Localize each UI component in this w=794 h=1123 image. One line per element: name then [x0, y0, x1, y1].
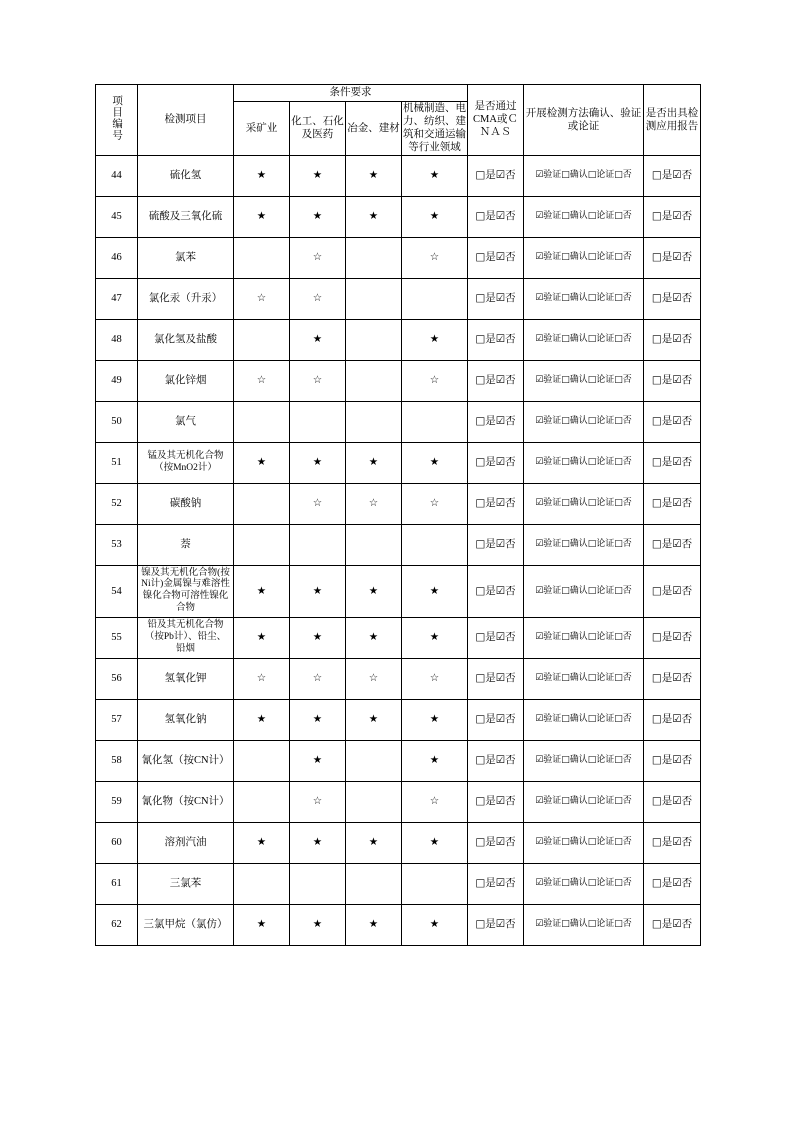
row-cond-machinery: ☆ [402, 659, 468, 700]
row-cond-metallurgy [346, 360, 402, 401]
row-cond-metallurgy [346, 237, 402, 278]
row-project-no: 54 [96, 565, 138, 618]
row-report-options[interactable]: □是☑否 [644, 659, 701, 700]
row-cma-options[interactable]: □是☑否 [468, 442, 524, 483]
row-report-options[interactable]: □是☑否 [644, 155, 701, 196]
row-cma-options[interactable]: □是☑否 [468, 864, 524, 905]
row-cond-machinery [402, 524, 468, 565]
header-condition-requirement: 条件要求 [234, 85, 468, 102]
row-cond-chemical [290, 524, 346, 565]
row-cond-metallurgy [346, 782, 402, 823]
row-report-options[interactable]: □是☑否 [644, 319, 701, 360]
row-cma-options[interactable]: □是☑否 [468, 237, 524, 278]
row-cond-mining [234, 401, 290, 442]
row-project-no: 46 [96, 237, 138, 278]
row-cma-options[interactable]: □是☑否 [468, 524, 524, 565]
row-project-no: 57 [96, 700, 138, 741]
table-row [96, 659, 701, 700]
table-row [96, 565, 701, 618]
header-method-validation: 开展检测方法确认、验证或论证 [524, 85, 644, 156]
row-cma-options[interactable]: □是☑否 [468, 360, 524, 401]
row-cond-chemical: ★ [290, 905, 346, 946]
row-cma-options[interactable]: □是☑否 [468, 401, 524, 442]
row-project-no: 51 [96, 442, 138, 483]
row-cond-machinery: ★ [402, 741, 468, 782]
row-cond-machinery: ★ [402, 700, 468, 741]
row-item-name: 萘 [138, 524, 234, 565]
row-cond-machinery: ☆ [402, 782, 468, 823]
row-cond-metallurgy [346, 278, 402, 319]
row-cma-options[interactable]: □是☑否 [468, 782, 524, 823]
table-row [96, 905, 701, 946]
row-cond-metallurgy [346, 401, 402, 442]
row-cond-metallurgy: ☆ [346, 659, 402, 700]
row-cond-machinery: ★ [402, 905, 468, 946]
row-cond-mining [234, 741, 290, 782]
row-method-options[interactable]: ☑验证□确认□论证□否 [524, 442, 644, 483]
row-cond-metallurgy [346, 524, 402, 565]
row-cond-machinery [402, 278, 468, 319]
row-cma-options[interactable]: □是☑否 [468, 565, 524, 618]
row-method-options[interactable]: ☑验证□确认□论证□否 [524, 524, 644, 565]
row-cma-options[interactable]: □是☑否 [468, 196, 524, 237]
row-report-options[interactable]: □是☑否 [644, 864, 701, 905]
row-cond-chemical: ★ [290, 741, 346, 782]
row-method-options[interactable]: ☑验证□确认□论证□否 [524, 741, 644, 782]
row-method-options[interactable]: ☑验证□确认□论证□否 [524, 483, 644, 524]
row-cma-options[interactable]: □是☑否 [468, 618, 524, 659]
row-item-name: 氯气 [138, 401, 234, 442]
row-cond-mining [234, 782, 290, 823]
row-cond-chemical: ★ [290, 442, 346, 483]
table-row [96, 700, 701, 741]
row-cond-metallurgy: ★ [346, 565, 402, 618]
row-cond-mining: ★ [234, 905, 290, 946]
table-row [96, 237, 701, 278]
row-cond-metallurgy: ★ [346, 823, 402, 864]
row-report-options[interactable]: □是☑否 [644, 565, 701, 618]
row-cond-machinery [402, 401, 468, 442]
header-detection-item: 检测项目 [138, 85, 234, 156]
row-cond-chemical: ★ [290, 319, 346, 360]
row-cond-mining: ★ [234, 823, 290, 864]
row-cond-machinery: ★ [402, 618, 468, 659]
row-cond-machinery: ☆ [402, 237, 468, 278]
row-cond-chemical: ★ [290, 700, 346, 741]
row-cond-metallurgy: ★ [346, 618, 402, 659]
table-row [96, 319, 701, 360]
row-cond-machinery: ☆ [402, 483, 468, 524]
header-row-1 [96, 85, 701, 102]
header-cond-metallurgy: 冶金、建材 [346, 102, 402, 156]
table-row [96, 483, 701, 524]
row-cond-mining: ☆ [234, 360, 290, 401]
row-project-no: 59 [96, 782, 138, 823]
header-cond-mining: 采矿业 [234, 102, 290, 156]
row-cond-mining [234, 524, 290, 565]
table-row [96, 155, 701, 196]
row-cond-machinery: ★ [402, 565, 468, 618]
row-report-options[interactable]: □是☑否 [644, 278, 701, 319]
row-item-name: 氢氧化钾 [138, 659, 234, 700]
row-item-name: 氢氧化钠 [138, 700, 234, 741]
row-project-no: 45 [96, 196, 138, 237]
row-project-no: 48 [96, 319, 138, 360]
row-cond-mining: ★ [234, 700, 290, 741]
header-project-no: 项目编号 [96, 85, 138, 156]
row-cond-metallurgy: ★ [346, 905, 402, 946]
row-project-no: 52 [96, 483, 138, 524]
row-cond-machinery: ★ [402, 442, 468, 483]
row-item-name: 氯化汞（升汞） [138, 278, 234, 319]
row-report-options[interactable]: □是☑否 [644, 782, 701, 823]
table-body [96, 155, 701, 946]
row-project-no: 61 [96, 864, 138, 905]
row-cond-metallurgy: ☆ [346, 483, 402, 524]
table-row [96, 360, 701, 401]
row-cond-metallurgy: ★ [346, 155, 402, 196]
row-cond-mining: ★ [234, 618, 290, 659]
row-cond-chemical: ★ [290, 565, 346, 618]
row-report-options[interactable]: □是☑否 [644, 905, 701, 946]
row-cond-mining [234, 319, 290, 360]
row-cma-options[interactable]: □是☑否 [468, 905, 524, 946]
row-item-name: 铅及其无机化合物（按Pb计）、铅尘、铅烟 [138, 618, 234, 659]
row-cma-options[interactable]: □是☑否 [468, 483, 524, 524]
row-report-options[interactable]: □是☑否 [644, 483, 701, 524]
table-row [96, 823, 701, 864]
row-method-options[interactable]: ☑验证□确认□论证□否 [524, 319, 644, 360]
row-item-name: 硫酸及三氧化硫 [138, 196, 234, 237]
row-method-options[interactable]: ☑验证□确认□论证□否 [524, 782, 644, 823]
row-method-options[interactable]: ☑验证□确认□论证□否 [524, 618, 644, 659]
row-cond-metallurgy: ★ [346, 700, 402, 741]
row-item-name: 氯化氢及盐酸 [138, 319, 234, 360]
row-report-options[interactable]: □是☑否 [644, 196, 701, 237]
row-cond-chemical: ☆ [290, 237, 346, 278]
row-item-name: 碳酸钠 [138, 483, 234, 524]
table-row [96, 196, 701, 237]
row-item-name: 氯苯 [138, 237, 234, 278]
row-project-no: 50 [96, 401, 138, 442]
row-cond-chemical: ☆ [290, 278, 346, 319]
row-cond-machinery: ★ [402, 155, 468, 196]
row-cond-mining [234, 483, 290, 524]
detection-items-table [95, 84, 701, 946]
table-row [96, 524, 701, 565]
row-report-options[interactable]: □是☑否 [644, 442, 701, 483]
row-project-no: 47 [96, 278, 138, 319]
table-row [96, 278, 701, 319]
row-cond-machinery: ☆ [402, 360, 468, 401]
row-method-options[interactable]: ☑验证□确认□论证□否 [524, 360, 644, 401]
row-cond-mining: ☆ [234, 278, 290, 319]
row-cond-mining [234, 864, 290, 905]
row-cond-chemical: ★ [290, 823, 346, 864]
row-cond-mining: ★ [234, 196, 290, 237]
row-cond-mining: ☆ [234, 659, 290, 700]
row-project-no: 49 [96, 360, 138, 401]
row-item-name: 镍及其无机化合物(按Ni计)金属镍与难溶性镍化合物可溶性镍化合物 [138, 565, 234, 618]
row-item-name: 三氯苯 [138, 864, 234, 905]
row-report-options[interactable]: □是☑否 [644, 360, 701, 401]
row-report-options[interactable]: □是☑否 [644, 237, 701, 278]
row-cond-metallurgy [346, 741, 402, 782]
row-cond-chemical [290, 401, 346, 442]
row-project-no: 53 [96, 524, 138, 565]
row-item-name: 氰化物（按CN计） [138, 782, 234, 823]
row-method-options[interactable]: ☑验证□确认□论证□否 [524, 196, 644, 237]
table-row [96, 864, 701, 905]
table-row [96, 782, 701, 823]
table-row [96, 442, 701, 483]
row-project-no: 58 [96, 741, 138, 782]
row-cond-chemical: ★ [290, 618, 346, 659]
table-row [96, 401, 701, 442]
row-method-options[interactable]: ☑验证□确认□论证□否 [524, 823, 644, 864]
row-cond-mining [234, 237, 290, 278]
row-method-options[interactable]: ☑验证□确认□论证□否 [524, 700, 644, 741]
row-report-options[interactable]: □是☑否 [644, 618, 701, 659]
row-method-options[interactable]: ☑验证□确认□论证□否 [524, 237, 644, 278]
header-report-issued: 是否出具检测应用报告 [644, 85, 701, 156]
row-report-options[interactable]: □是☑否 [644, 700, 701, 741]
row-cond-machinery [402, 864, 468, 905]
row-item-name: 硫化氢 [138, 155, 234, 196]
table-row [96, 618, 701, 659]
row-report-options[interactable]: □是☑否 [644, 524, 701, 565]
row-item-name: 三氯甲烷（氯仿） [138, 905, 234, 946]
row-method-options[interactable]: ☑验证□确认□论证□否 [524, 278, 644, 319]
row-cond-chemical: ☆ [290, 360, 346, 401]
row-method-options[interactable]: ☑验证□确认□论证□否 [524, 864, 644, 905]
row-method-options[interactable]: ☑验证□确认□论证□否 [524, 155, 644, 196]
table-row [96, 741, 701, 782]
row-method-options[interactable]: ☑验证□确认□论证□否 [524, 401, 644, 442]
detection-items-table-wrapper [95, 84, 700, 946]
row-cond-chemical [290, 864, 346, 905]
row-cond-metallurgy: ★ [346, 196, 402, 237]
row-item-name: 氯化锌烟 [138, 360, 234, 401]
row-report-options[interactable]: □是☑否 [644, 741, 701, 782]
row-cond-metallurgy: ★ [346, 442, 402, 483]
row-cond-mining: ★ [234, 565, 290, 618]
row-item-name: 氰化氢（按CN计） [138, 741, 234, 782]
header-cond-machinery: 机械制造、电力、纺织、建筑和交通运输等行业领域 [403, 103, 466, 154]
row-cma-options[interactable]: □是☑否 [468, 155, 524, 196]
header-cond-chemical: 化工、石化及医药 [290, 102, 346, 156]
row-cond-metallurgy [346, 864, 402, 905]
row-cond-machinery: ★ [402, 196, 468, 237]
row-method-options[interactable]: ☑验证□确认□论证□否 [524, 565, 644, 618]
row-report-options[interactable]: □是☑否 [644, 823, 701, 864]
row-cond-chemical: ☆ [290, 483, 346, 524]
row-cond-metallurgy [346, 319, 402, 360]
row-item-name: 溶剂汽油 [138, 823, 234, 864]
row-cma-options[interactable]: □是☑否 [468, 659, 524, 700]
row-cond-chemical: ★ [290, 196, 346, 237]
row-cond-chemical: ☆ [290, 659, 346, 700]
row-cma-options[interactable]: □是☑否 [468, 700, 524, 741]
row-project-no: 60 [96, 823, 138, 864]
row-cond-mining: ★ [234, 155, 290, 196]
row-report-options[interactable]: □是☑否 [644, 401, 701, 442]
row-cond-chemical: ★ [290, 155, 346, 196]
row-cond-chemical: ☆ [290, 782, 346, 823]
row-project-no: 56 [96, 659, 138, 700]
row-cma-options[interactable]: □是☑否 [468, 319, 524, 360]
header-cma-cnas: 是否通过CMA或ＣＮＡＳ [468, 85, 524, 156]
row-cond-machinery: ★ [402, 319, 468, 360]
table-header [96, 85, 701, 156]
row-project-no: 62 [96, 905, 138, 946]
row-cond-machinery: ★ [402, 823, 468, 864]
row-project-no: 55 [96, 618, 138, 659]
row-cma-options[interactable]: □是☑否 [468, 823, 524, 864]
row-cond-mining: ★ [234, 442, 290, 483]
row-project-no: 44 [96, 155, 138, 196]
row-item-name: 锰及其无机化合物（按MnO2计） [138, 442, 234, 483]
row-method-options[interactable]: ☑验证□确认□论证□否 [524, 905, 644, 946]
row-method-options[interactable]: ☑验证□确认□论证□否 [524, 659, 644, 700]
row-cma-options[interactable]: □是☑否 [468, 741, 524, 782]
row-cma-options[interactable]: □是☑否 [468, 278, 524, 319]
